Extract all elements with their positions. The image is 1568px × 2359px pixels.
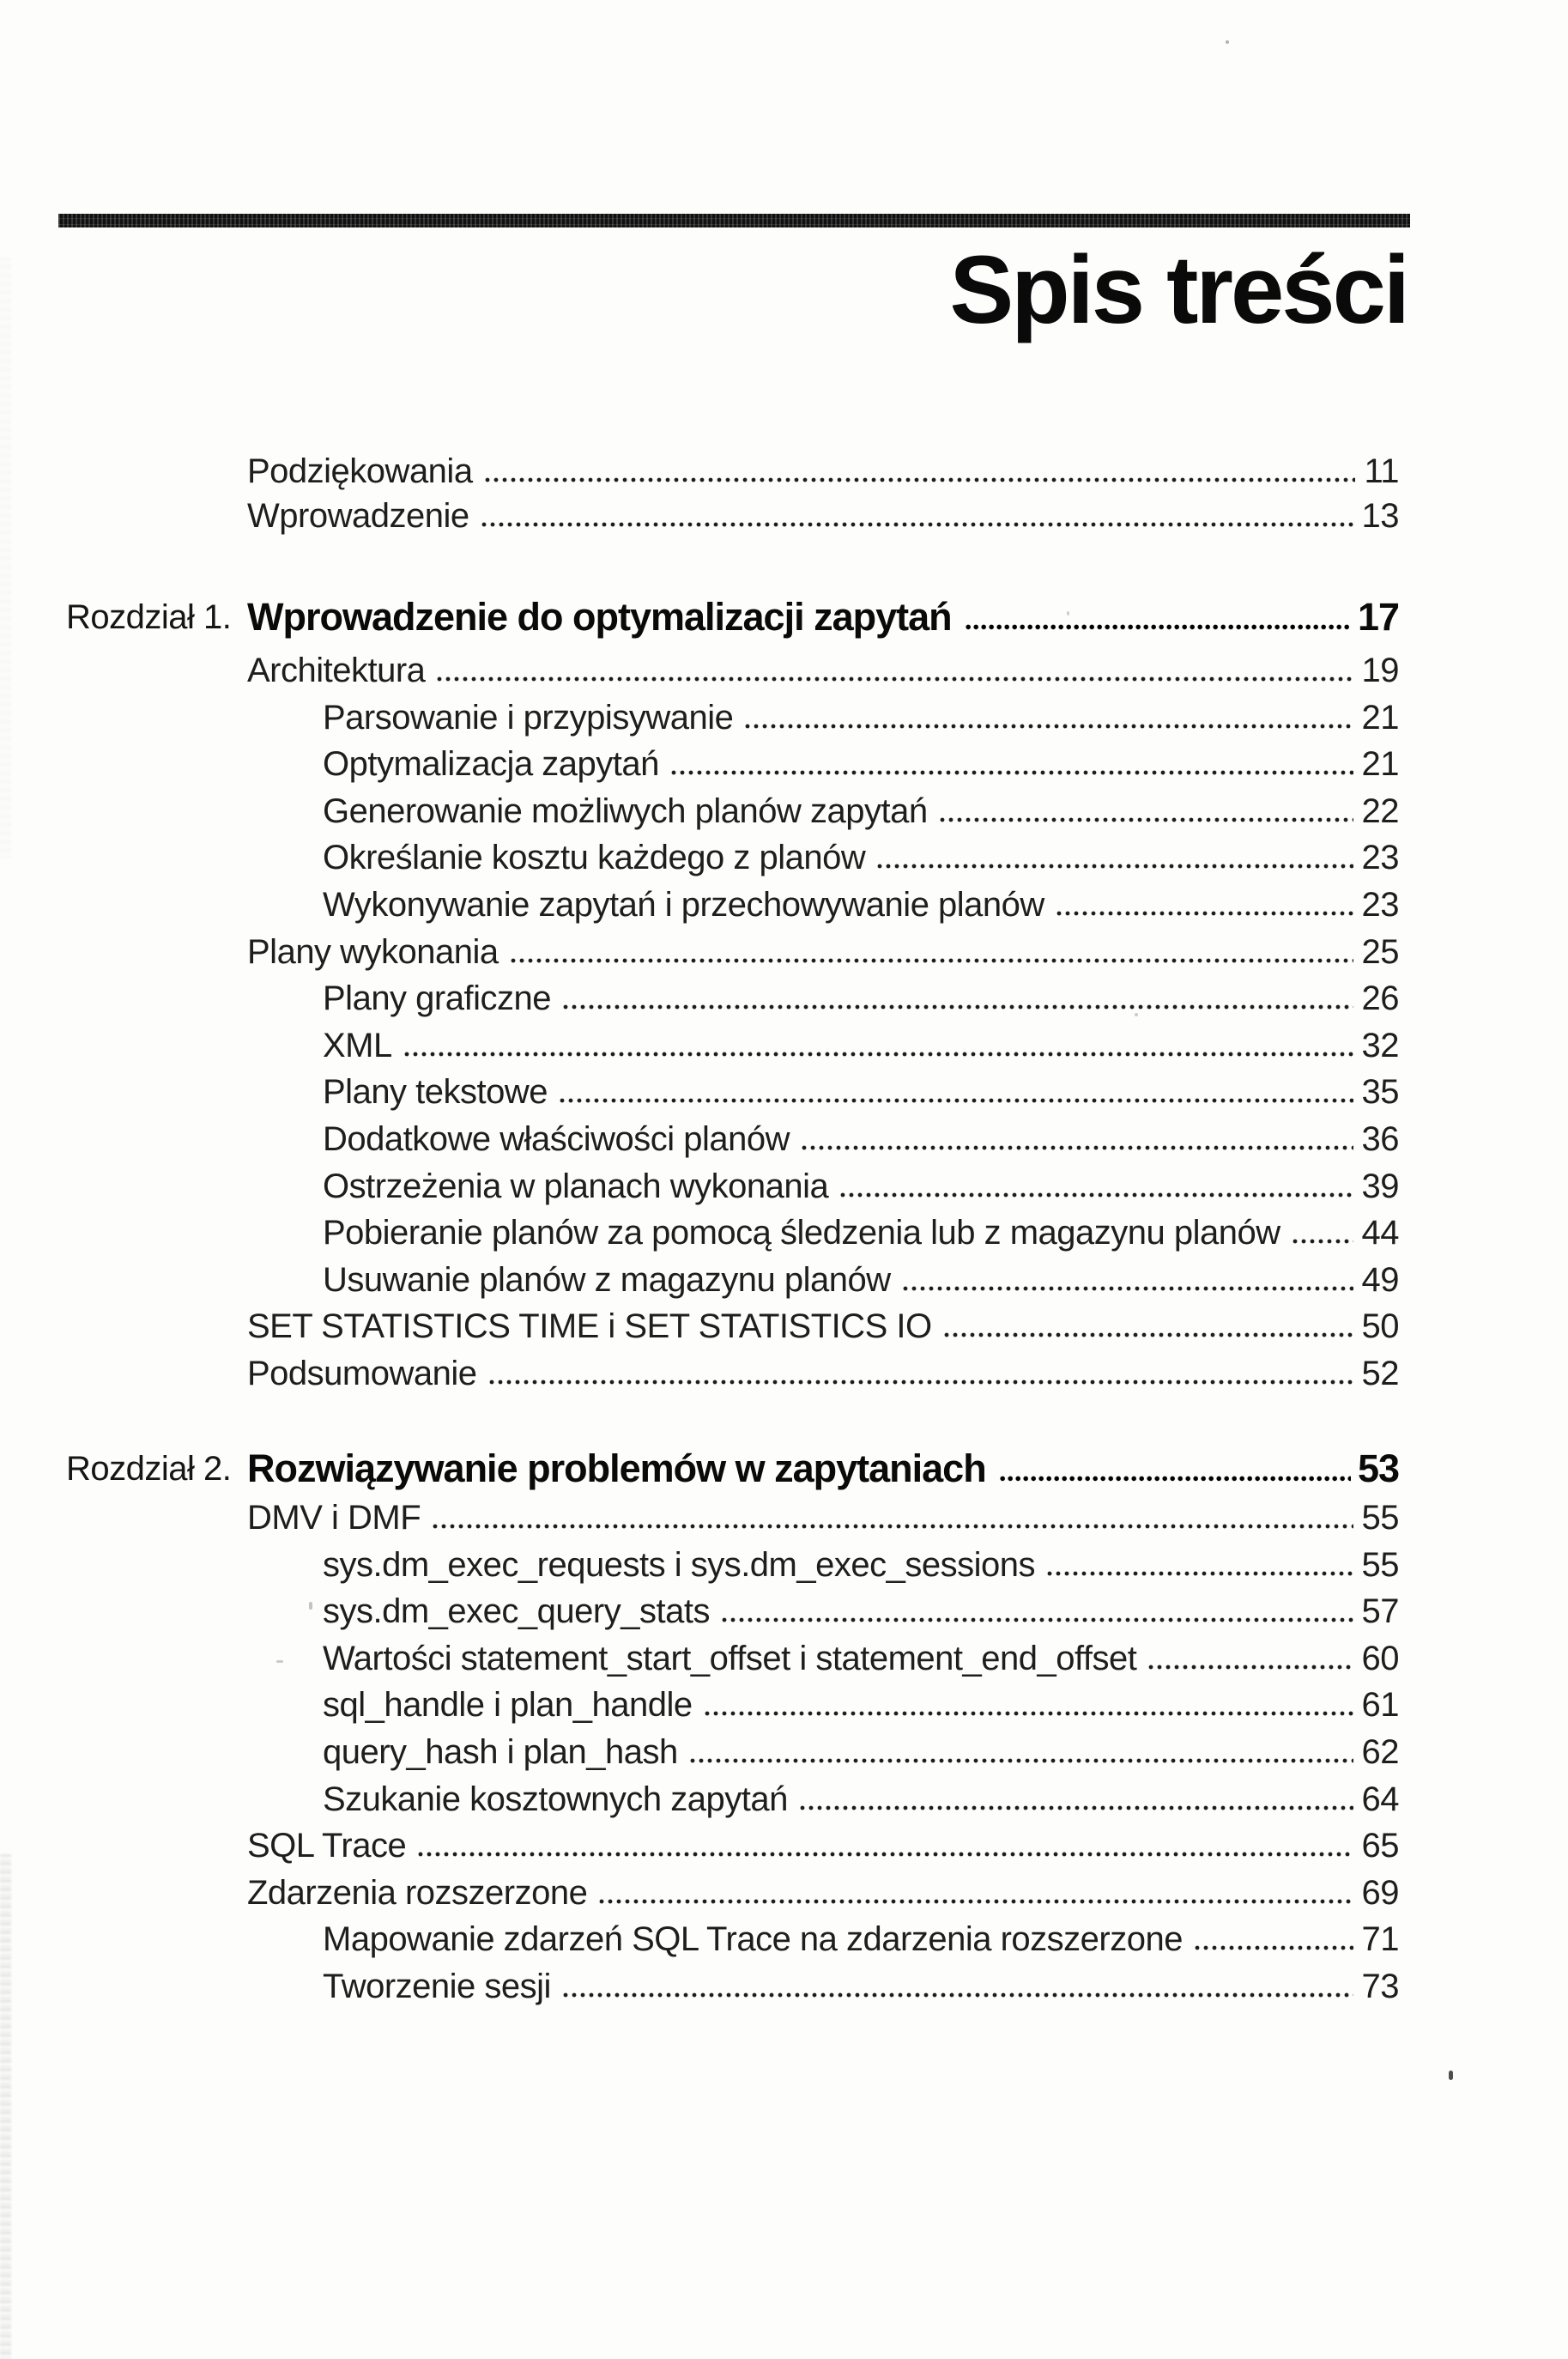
dotted-leader [1195,1945,1353,1950]
toc-entry-row [247,497,1399,535]
dotted-leader [489,1380,1353,1385]
page-number: 35 [1361,1073,1399,1111]
page-number: 23 [1361,886,1399,924]
dotted-leader [485,477,1356,482]
header-rule [58,214,1410,227]
toc-entry-row [323,1780,1399,1818]
chapter-label: Rozdział 1. [66,598,232,636]
page-number: 23 [1361,839,1399,876]
dotted-leader [599,1899,1353,1904]
entry-title: Podziękowania [247,452,473,490]
page-number: 73 [1361,1968,1399,2005]
entry-title: Rozwiązywanie problemów w zapytaniach [247,1446,986,1490]
chapter-heading-row [247,1446,1399,1490]
page-number: 64 [1361,1780,1399,1818]
entry-title: DMV i DMF [247,1499,421,1537]
entry-title: Optymalizacja zapytań [323,745,659,783]
page-number: 57 [1361,1592,1399,1630]
entry-title: Generowanie możliwych planów zapytań [323,792,928,830]
page-number: 60 [1361,1640,1399,1677]
toc-entry-row [323,1686,1399,1724]
page-number: 55 [1361,1546,1399,1584]
toc-entry-row [247,652,1399,689]
page-title: Spis treści [949,236,1408,343]
dotted-leader [690,1758,1353,1763]
toc-entry-row [323,886,1399,924]
entry-title: Wprowadzenie [247,497,469,535]
toc-entry-row [323,792,1399,830]
entry-title: Wprowadzenie do optymalizacji zapytań [247,595,952,639]
page-number: 11 [1364,452,1399,490]
page-number: 36 [1361,1120,1399,1158]
toc-entry-row [323,1546,1399,1584]
entry-title: Szukanie kosztownych zapytań [323,1780,788,1818]
page-number: 62 [1361,1733,1399,1771]
entry-title: sys.dm_exec_query_stats [323,1592,710,1630]
page-number: 65 [1361,1827,1399,1865]
toc-entry-row [323,745,1399,783]
page-number: 26 [1361,979,1399,1017]
entry-title: SQL Trace [247,1827,407,1865]
entry-title: XML [323,1027,392,1064]
dotted-leader [1293,1239,1353,1244]
scan-speck [1449,2071,1453,2080]
toc-entry-row [323,1261,1399,1299]
dotted-leader [433,1524,1353,1529]
dotted-leader [944,1332,1353,1337]
dotted-leader [563,1992,1353,1998]
entry-title: Mapowanie zdarzeń SQL Trace na zdarzenia rozszerzone [323,1920,1183,1958]
entry-title: Architektura [247,652,426,689]
toc-entry-row [323,1592,1399,1630]
chapter-label: Rozdział 2. [66,1450,232,1488]
toc-entry-row [247,1827,1399,1865]
page-number: 55 [1361,1499,1399,1537]
page-number: 19 [1361,652,1399,689]
entry-title: Wykonywanie zapytań i przechowywanie planów [323,886,1044,924]
entry-title: SET STATISTICS TIME i SET STATISTICS IO [247,1307,932,1345]
dotted-leader [511,958,1353,963]
toc-entry-row [323,1167,1399,1205]
page-number: 49 [1361,1261,1399,1299]
toc-entry-row [323,1968,1399,2005]
chapter-heading-row [247,595,1399,639]
dotted-leader [671,770,1353,775]
dotted-leader [800,1805,1353,1810]
toc-entry-row [323,1073,1399,1111]
page-number: 69 [1361,1874,1399,1912]
entry-title: Podsumowanie [247,1355,477,1392]
dotted-leader [745,724,1353,729]
toc-entry-row [323,979,1399,1017]
dotted-leader [705,1711,1353,1716]
page-number: 53 [1357,1446,1399,1490]
toc-entry-row [323,699,1399,737]
dotted-leader [722,1617,1353,1622]
dotted-leader [418,1852,1353,1857]
entry-title: sys.dm_exec_requests i sys.dm_exec_sessions [323,1546,1035,1584]
entry-title: Tworzenie sesji [323,1968,551,2005]
page-number: 52 [1361,1355,1399,1392]
toc-entry-row [323,1120,1399,1158]
page-number: 25 [1361,933,1399,971]
page-number: 39 [1361,1167,1399,1205]
toc-entry-row [323,1640,1399,1677]
toc-entry-row [247,1355,1399,1392]
toc-entry-row [247,933,1399,971]
scan-speck [309,1602,312,1610]
entry-title: Usuwanie planów z magazynu planów [323,1261,891,1299]
dotted-leader [802,1145,1353,1150]
entry-title: Pobieranie planów za pomocą śledzenia lub z magazynu planów [323,1214,1280,1252]
page-number: 50 [1361,1307,1399,1345]
dotted-leader [1148,1665,1353,1670]
entry-title: Plany wykonania [247,933,499,971]
entry-title: Dodatkowe właściwości planów [323,1120,790,1158]
toc-entry-row [323,1027,1399,1064]
dotted-leader [1047,1571,1353,1576]
scan-speck [1226,40,1229,44]
dotted-leader [903,1286,1353,1291]
dotted-leader [437,676,1353,682]
dotted-leader [404,1052,1353,1057]
toc-entry-row [247,452,1399,490]
entry-title: Zdarzenia rozszerzone [247,1874,588,1912]
dotted-leader [940,817,1353,822]
dotted-leader [840,1192,1353,1198]
scan-edge-noise [0,1854,11,2359]
dotted-leader [481,522,1353,527]
entry-title: Parsowanie i przypisywanie [323,699,734,737]
toc-entry-row [323,1214,1399,1252]
page-number: 17 [1357,595,1399,639]
dotted-leader [560,1098,1353,1103]
scan-edge-noise [0,258,11,858]
entry-title: sql_handle i plan_handle [323,1686,693,1724]
toc-entry-row [323,839,1399,876]
dotted-leader [1056,911,1353,916]
entry-title: Plany graficzne [323,979,551,1017]
entry-title: Ostrzeżenia w planach wykonania [323,1167,829,1205]
page-number: 61 [1361,1686,1399,1724]
page-number: 22 [1361,792,1399,830]
page-number: 32 [1361,1027,1399,1064]
dotted-leader [877,864,1353,869]
entry-title: Określanie kosztu każdego z planów [323,839,866,876]
page-number: 21 [1361,745,1399,783]
toc-entry-row [323,1733,1399,1771]
page-number: 71 [1361,1920,1399,1958]
page-number: 13 [1361,497,1399,535]
toc-entry-row [247,1874,1399,1912]
dotted-leader [563,1004,1353,1010]
entry-title: Wartości statement_start_offset i statement_end_offset [323,1640,1137,1677]
page-number: 44 [1361,1214,1399,1252]
toc-entry-row [247,1307,1399,1345]
dotted-leader [1000,1476,1351,1482]
toc-entry-row [247,1499,1399,1537]
toc-entry-row [323,1920,1399,1958]
page-number: 21 [1361,699,1399,737]
dotted-leader [966,624,1351,630]
scan-speck [276,1660,283,1663]
entry-title: Plany tekstowe [323,1073,548,1111]
entry-title: query_hash i plan_hash [323,1733,678,1771]
